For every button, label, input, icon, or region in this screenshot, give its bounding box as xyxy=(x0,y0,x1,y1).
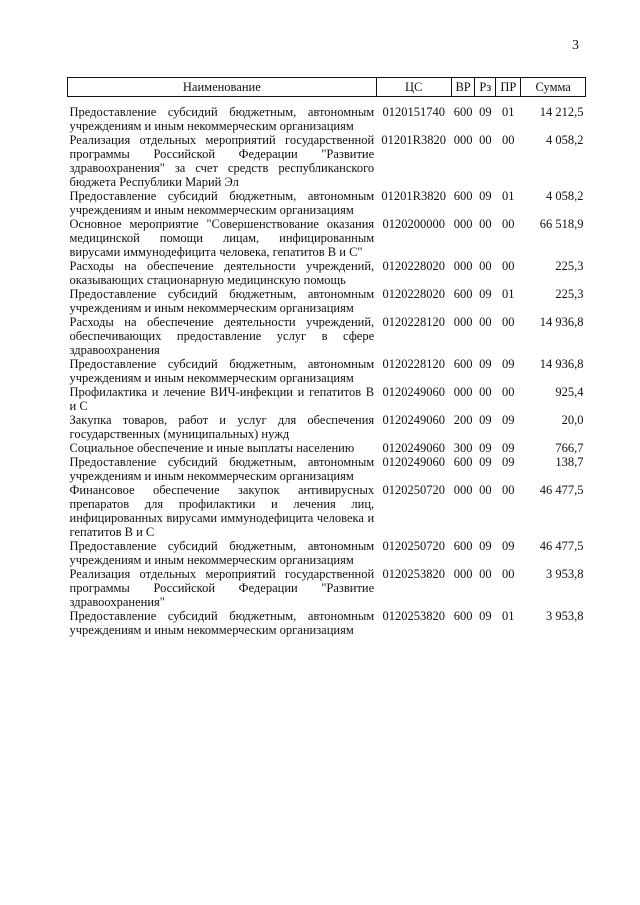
row-vr: 000 xyxy=(453,483,473,497)
table-row xyxy=(68,609,586,637)
row-rz: 09 xyxy=(479,609,492,623)
row-rz: 00 xyxy=(479,259,492,273)
table-row xyxy=(68,217,586,259)
table-row xyxy=(68,567,586,609)
table-row xyxy=(68,413,586,441)
row-cs: 0120228020 xyxy=(382,259,445,273)
row-rz: 00 xyxy=(479,385,492,399)
row-name: Реализация отдельных мероприятий государственной программы Российской Федерации "Развитие здравоохранения" за счет средств республиканского бюджета Республики Марий Эл xyxy=(69,133,375,189)
table-row xyxy=(68,315,586,357)
row-cs: 0120250720 xyxy=(382,539,445,553)
page-number: 3 xyxy=(572,38,579,53)
row-vr: 000 xyxy=(453,259,473,273)
row-rz: 09 xyxy=(479,539,492,553)
row-vr: 000 xyxy=(453,217,473,231)
row-cs: 0120249060 xyxy=(382,455,445,469)
table-row xyxy=(68,483,586,539)
table-row xyxy=(68,455,586,483)
row-vr: 000 xyxy=(453,133,473,147)
row-vr: 000 xyxy=(453,385,473,399)
row-rz: 09 xyxy=(479,413,492,427)
row-sum: 20,0 xyxy=(561,413,584,427)
row-cs: 0120228120 xyxy=(382,357,445,371)
row-pr: 09 xyxy=(502,441,515,455)
row-vr: 200 xyxy=(453,413,473,427)
row-rz: 09 xyxy=(479,105,492,119)
row-rz: 00 xyxy=(479,217,492,231)
row-pr: 01 xyxy=(502,609,515,623)
row-rz: 00 xyxy=(479,133,492,147)
header-name: Наименование xyxy=(68,78,377,97)
row-sum: 138,7 xyxy=(555,455,584,469)
row-cs: 0120250720 xyxy=(382,483,445,497)
row-sum: 14 936,8 xyxy=(539,315,584,329)
row-name: Предоставление субсидий бюджетным, автономным учреждениям и иным некоммерческим организациям xyxy=(69,105,375,133)
row-vr: 600 xyxy=(453,539,473,553)
table-row xyxy=(68,441,586,455)
row-pr: 00 xyxy=(502,133,515,147)
row-sum: 3 953,8 xyxy=(546,567,584,581)
row-vr: 300 xyxy=(453,441,473,455)
budget-table xyxy=(67,77,586,637)
row-name: Расходы на обеспечение деятельности учреждений, обеспечивающих предоставление услуг в сфере здравоохранения xyxy=(69,315,375,357)
row-cs: 01201R3820 xyxy=(381,133,446,147)
table-row xyxy=(68,539,586,567)
row-name: Основное мероприятие "Совершенствование оказания медицинской помощи лицам, инфицированным вирусами иммунодефицита человека, гепатитов В и С" xyxy=(69,217,375,259)
row-vr: 600 xyxy=(453,455,473,469)
row-cs: 0120228120 xyxy=(382,315,445,329)
row-cs: 0120151740 xyxy=(382,105,445,119)
row-rz: 09 xyxy=(479,441,492,455)
row-sum: 14 212,5 xyxy=(539,105,584,119)
row-pr: 09 xyxy=(502,413,515,427)
row-pr: 01 xyxy=(502,105,515,119)
row-pr: 00 xyxy=(502,483,515,497)
table-row xyxy=(68,385,586,413)
row-cs: 0120253820 xyxy=(382,567,445,581)
row-name: Закупка товаров, работ и услуг для обеспечения государственных (муниципальных) нужд xyxy=(69,413,375,441)
row-cs: 0120228020 xyxy=(382,287,445,301)
row-pr: 00 xyxy=(502,217,515,231)
row-cs: 0120249060 xyxy=(382,441,445,455)
header-sum: Сумма xyxy=(521,78,586,97)
row-name: Реализация отдельных мероприятий государственной программы Российской Федерации "Развитие здравоохранения" xyxy=(69,567,375,609)
row-cs: 0120249060 xyxy=(382,413,445,427)
row-vr: 000 xyxy=(453,567,473,581)
row-sum: 46 477,5 xyxy=(539,483,584,497)
row-name: Предоставление субсидий бюджетным, автономным учреждениям и иным некоммерческим организациям xyxy=(69,357,375,385)
header-pr: ПР xyxy=(496,78,521,97)
row-vr: 600 xyxy=(453,105,473,119)
row-name: Предоставление субсидий бюджетным, автономным учреждениям и иным некоммерческим организациям xyxy=(69,539,375,567)
table-row xyxy=(68,189,586,217)
table-row xyxy=(68,97,586,134)
row-rz: 09 xyxy=(479,287,492,301)
row-name: Профилактика и лечение ВИЧ-инфекции и гепатитов В и С xyxy=(69,385,375,413)
row-vr: 600 xyxy=(453,287,473,301)
table-row xyxy=(68,133,586,189)
row-pr: 00 xyxy=(502,315,515,329)
row-pr: 00 xyxy=(502,385,515,399)
header-vr: ВР xyxy=(451,78,475,97)
row-cs: 01201R3820 xyxy=(381,189,446,203)
row-rz: 00 xyxy=(479,315,492,329)
row-name: Предоставление субсидий бюджетным, автономным учреждениям и иным некоммерческим организациям xyxy=(69,287,375,315)
row-rz: 00 xyxy=(479,567,492,581)
row-vr: 600 xyxy=(453,189,473,203)
row-rz: 09 xyxy=(479,357,492,371)
row-sum: 14 936,8 xyxy=(539,357,584,371)
table-header xyxy=(68,78,586,97)
row-pr: 00 xyxy=(502,259,515,273)
row-pr: 09 xyxy=(502,539,515,553)
row-sum: 925,4 xyxy=(555,385,584,399)
row-sum: 4 058,2 xyxy=(546,189,584,203)
row-vr: 000 xyxy=(453,315,473,329)
row-pr: 09 xyxy=(502,357,515,371)
row-pr: 01 xyxy=(502,189,515,203)
row-sum: 4 058,2 xyxy=(546,133,584,147)
row-sum: 225,3 xyxy=(555,287,584,301)
row-pr: 00 xyxy=(502,567,515,581)
row-sum: 66 518,9 xyxy=(539,217,584,231)
row-cs: 0120200000 xyxy=(382,217,445,231)
row-cs: 0120249060 xyxy=(382,385,445,399)
row-sum: 225,3 xyxy=(555,259,584,273)
table-row xyxy=(68,287,586,315)
row-pr: 01 xyxy=(502,287,515,301)
table-row xyxy=(68,259,586,287)
row-name: Предоставление субсидий бюджетным, автономным учреждениям и иным некоммерческим организациям xyxy=(69,189,375,217)
row-rz: 09 xyxy=(479,189,492,203)
table-body xyxy=(68,97,586,638)
row-name: Финансовое обеспечение закупок антивирусных препаратов для профилактики и лечения лиц, инфицированных вирусами иммунодефицита человека и гепатитов В и С xyxy=(69,483,375,539)
header-rz: Рз xyxy=(475,78,496,97)
table-row xyxy=(68,357,586,385)
row-name: Предоставление субсидий бюджетным, автономным учреждениям и иным некоммерческим организациям xyxy=(69,609,375,637)
row-sum: 766,7 xyxy=(555,441,584,455)
row-cs: 0120253820 xyxy=(382,609,445,623)
row-vr: 600 xyxy=(453,609,473,623)
row-name: Социальное обеспечение и иные выплаты населению xyxy=(69,441,355,455)
row-sum: 3 953,8 xyxy=(546,609,584,623)
row-rz: 00 xyxy=(479,483,492,497)
row-name: Расходы на обеспечение деятельности учреждений, оказывающих стационарную медицинскую помощь xyxy=(69,259,375,287)
header-cs: ЦС xyxy=(376,78,451,97)
row-sum: 46 477,5 xyxy=(539,539,584,553)
row-name: Предоставление субсидий бюджетным, автономным учреждениям и иным некоммерческим организациям xyxy=(69,455,375,483)
row-rz: 09 xyxy=(479,455,492,469)
row-vr: 600 xyxy=(453,357,473,371)
row-pr: 09 xyxy=(502,455,515,469)
